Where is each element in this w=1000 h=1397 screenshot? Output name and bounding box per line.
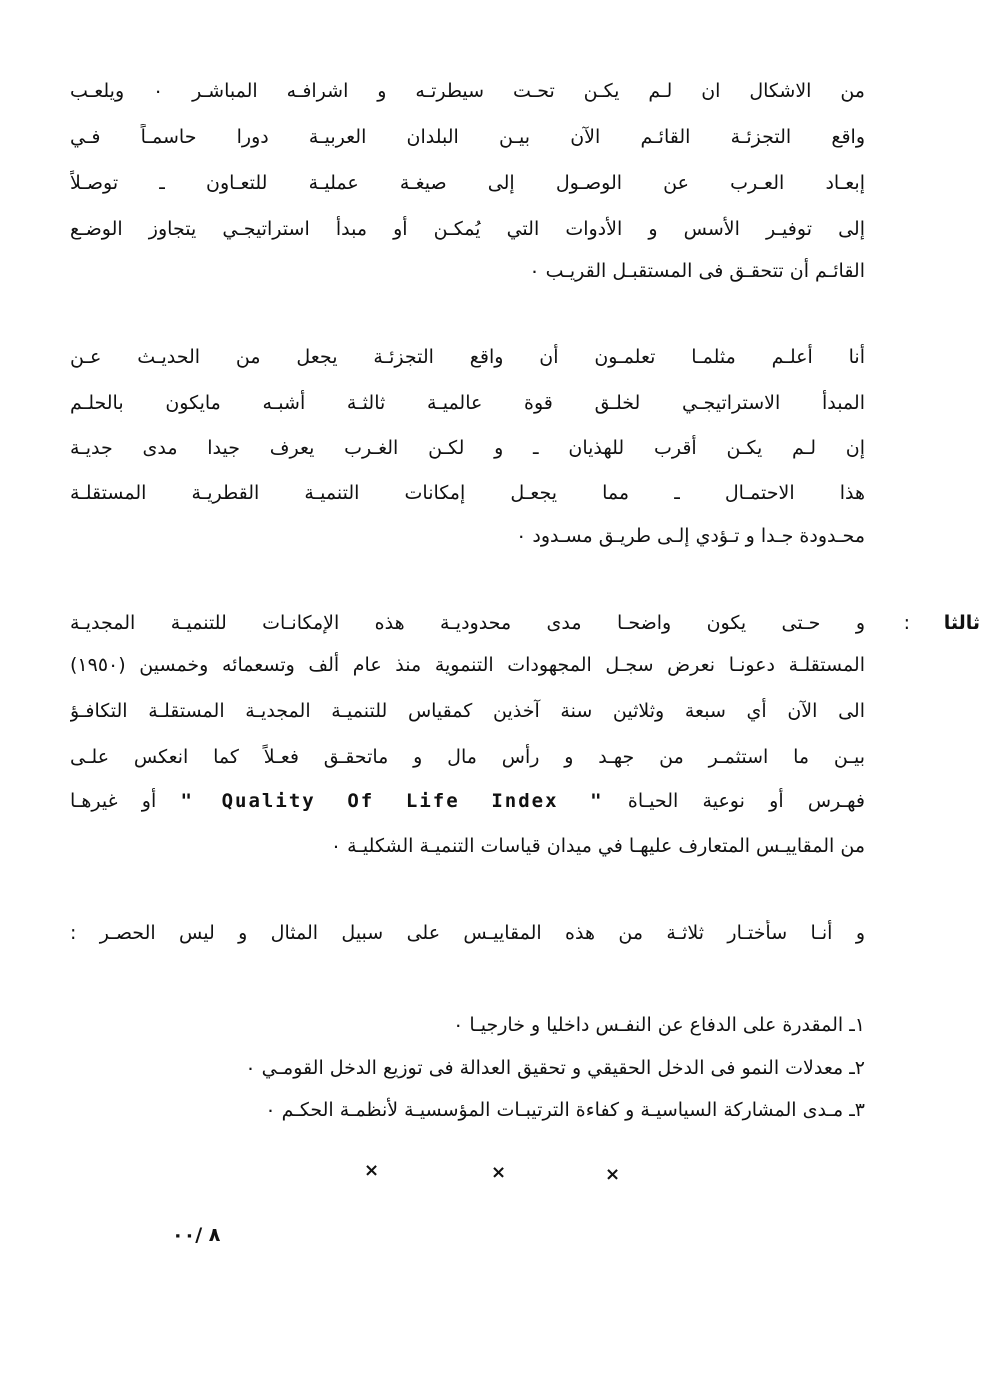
section3-line5-before: فهـرس أو نوعية الحيـاة (627, 790, 865, 812)
paragraph2-line: إن لـم يكـن أقرب للهذيان ـ و لكـن الغـرب يعرف جيدا مدى جديـة (70, 437, 865, 459)
paragraph4-line: و أنـا سأختـار ثلاثـة من هذه المقاييـس على سبيل المثال و ليس الحصـر : (70, 922, 865, 944)
separator-mark: × (364, 1160, 380, 1181)
paragraph1-line: من الاشكال ان لـم يكـن تحـت سيطرتـه و اشرافـه المباشـر ٠ ويلعـب (70, 80, 865, 102)
list-item: ١ـ المقدرة على الدفاع عن النفـس داخليا و خارجيـا ٠ (453, 1014, 865, 1036)
section3-line: و حـتى يكون واضحـا مدى محدوديـة هذه الإمكانـات للتنميـة المجديـة (70, 612, 865, 634)
section3-line: من المقاييـس المتعارف عليهـا في ميدان قياسات التنميـة الشكليـة ٠ (330, 835, 865, 857)
quality-of-life-index-label: " Quality Of Life Index " (180, 790, 604, 812)
section3-line: بيـن ما استثمـر من جهـد و رأس مال و ماتحقـق فعـلاً كما انعكس علـى (70, 746, 865, 768)
paragraph1-line: القائـم أن تتحقـق فى المستقبـل القريـب ٠ (529, 260, 865, 282)
paragraph1-line: إلى توفيـر الأسس و الأدوات التي يُمكـن أو مبدأ استراتيجـي يتجاوز الوضـع (70, 218, 865, 240)
page-number: ٨ /٠٠ (172, 1224, 221, 1246)
list-item: ٣ـ مـدى المشاركة السياسيـة و كفاءة الترتيبـات المؤسسيـة لأنظمـة الحكـم ٠ (265, 1099, 865, 1121)
section3-line5-after: أو غيرهـا (70, 790, 157, 812)
paragraph2-line: المبدأ الاستراتيجـي لخلـق قوة عالميـة ثالثـة أشبـه مايكون بالحلـم (70, 392, 865, 414)
list-item: ٢ـ معدلات النمو فى الدخل الحقيقي و تحقيق العدالة فى توزيع الدخل القومـي ٠ (245, 1057, 865, 1079)
paragraph2-line: هذا الاحتمـال ـ مما يجعـل إمكانات التنميـة القطريـة المستقلـة (70, 482, 865, 504)
separator-mark: × (605, 1164, 621, 1185)
section-colon: : (903, 612, 910, 634)
paragraph2-line: محـدودة جـدا و تـؤدي إلـى طريـق مسـدود ٠ (516, 525, 865, 547)
section3-line-quality (70, 788, 865, 814)
paragraph1-line: إبعـاد العـرب عن الوصـول إلى صيغـة عمليـة للتعـاون ـ توصـلاً (70, 172, 865, 194)
paragraph2-line: أنا أعلـم مثلمـا تعلمـون أن واقع التجزئـة يجعل من الحديـث عـن (70, 346, 865, 368)
section3-line: المستقلـة دعونـا نعرض سجـل المجهودات التنموية منذ عام ألف وتسعمائه وخمسين (١٩٥٠) (70, 654, 865, 676)
section3-line: الى الآن أي سبعة وثلاثين سنة آخذين كمقياس للتنميـة المجديـة المستقلـة التكافـؤ (70, 700, 865, 722)
section-label: ثالثا (943, 612, 980, 634)
separator-mark: × (491, 1162, 507, 1183)
paragraph1-line: واقع التجزئـة القائـم الآن بيـن البلدان العربيـة دورا حاسمـاً فـي (70, 126, 865, 148)
